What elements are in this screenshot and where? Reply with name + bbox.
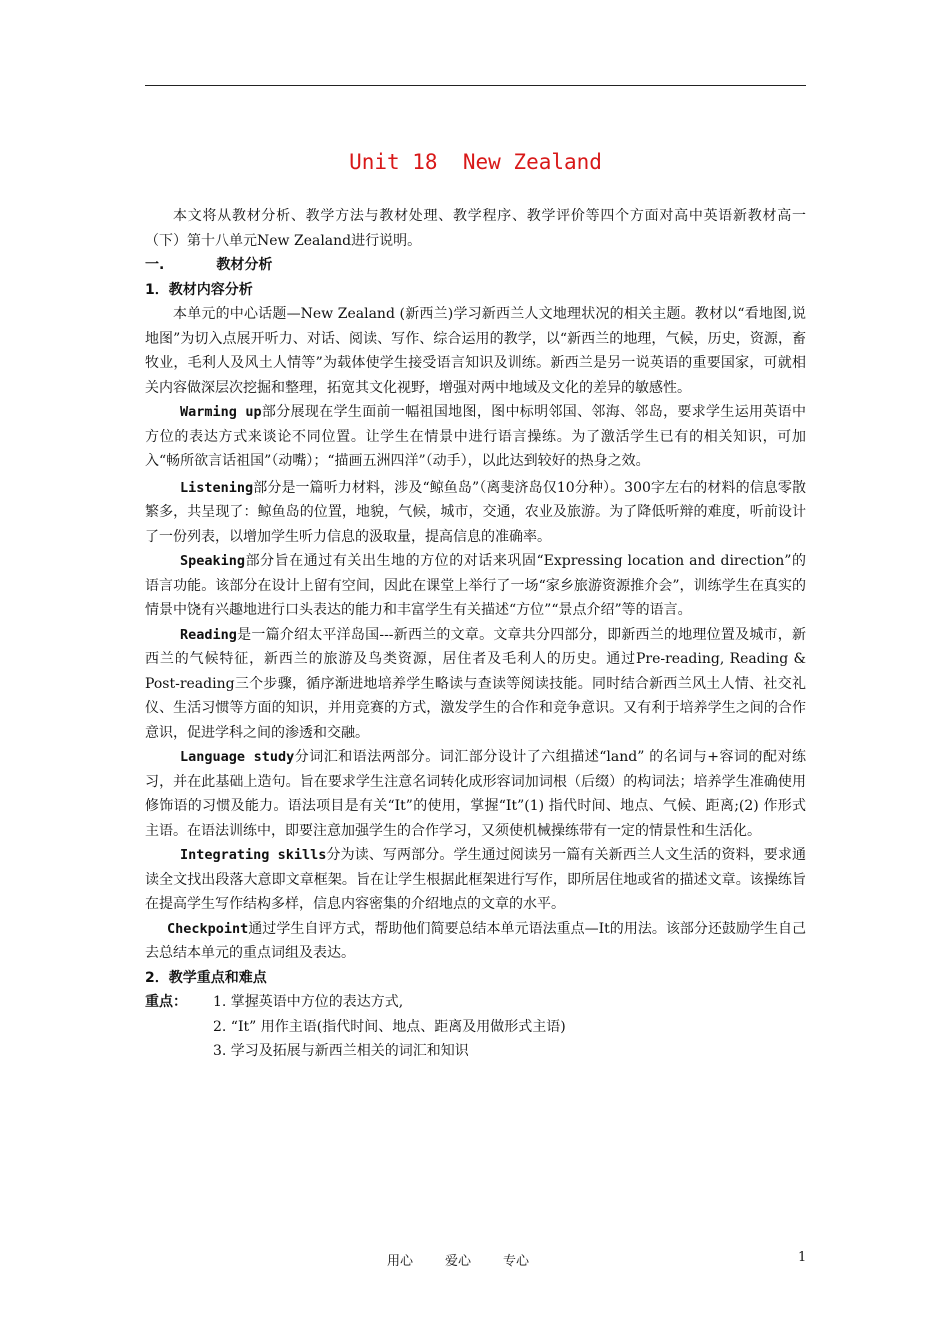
keypoint-label: 重点：: [145, 994, 187, 1010]
keypoint-row: [145, 990, 806, 1015]
keyword-listening: Listening: [180, 479, 254, 496]
footer-motto: 用心 爱心 专心: [387, 1254, 530, 1269]
listening-paragraph: Listening部分是一篇听力材料，涉及“鲸鱼岛”（离斐济岛仅10分种）。300字左右的材料的信息零散繁多，共呈现了：鲸鱼岛的位置，地貌，气候，城市，交通，农业及旅游。为了降低听辩的难度，听前设计了一份列表，以增加学生听力信息的汲取量，提高信息的准确率。: [145, 479, 806, 545]
reading-paragraph: Reading是一篇介绍太平洋岛国---新西兰的文章。文章共分四部分，即新西兰的地理位置及城市，新西兰的气候特征，新西兰的旅游及鸟类资源，居住者及毛利人的历史。通过Pre-reading, Reading & Post-reading三个步骤，循序渐进地培养学生略读与查读等阅读技能。同时结合新西兰风土人情、社交礼仪、生活习惯等方面的知识，并用竞赛的方式，激发学生的合作和竞争意识。又有利于培养学生之间的合作意识，促进学科之间的渗透和交融。: [145, 626, 806, 741]
warming-paragraph: Warming up部分展现在学生面前一幅祖国地图，图中标明邻国、邻海、邻岛，要求学生运用英语中方位的表达方式来谈论不同位置。让学生在情景中进行语言操练。为了激活学生已有的相关知识，可加入“畅所欲言话祖国”（动嘴）；“描画五洲四洋”（动手），以此达到较好的热身之效。: [145, 404, 806, 469]
checkpoint-paragraph: Checkpoint通过学生自评方式，帮助他们简要总结本单元语法重点—It的用法。该部分还鼓励学生自己去总结本单元的重点词组及表达。: [145, 920, 806, 961]
language-paragraph: Language study分词汇和语法两部分。词汇部分设计了六组描述“land” 的名词与+容词的配对练习，并在此基础上造句。旨在要求学生注意名词转化成形容词加词根（后缀）的构词法；培养学生准确使用修饰语的习惯及能力。语法项目是有关“It”的使用，掌握“It”(1) 指代时间、地点、气候、距离;(2) 作形式主语。在语法训练中，即要注意加强学生的合作学习，又须使机械操练带有一定的情景性和生活化。: [145, 749, 807, 839]
topic-paragraph: 本单元的中心话题—New Zealand (新西兰)学习新西兰人文地理状况的相关主题。教材以“看地图,说地图”为切入点展开听力、对话、阅读、写作、综合运用的教学，以“新西兰的地理，气候，历史，资源，畜牧业，毛利人及风土人情等”为载体使学生接受语言知识及训练。新西兰是另一说英语的重要国家，可就相关内容做深层次挖掘和整理，拓宽其文化视野，增强对两中地域及文化的差异的敏感性。: [145, 306, 806, 396]
keyword-integrating: Integrating skills: [180, 847, 327, 863]
keyword-reading: Reading: [180, 626, 237, 643]
keypoint-item: 2. “It” 用作主语(指代时间、地点、距离及用做形式主语): [213, 1018, 566, 1035]
speaking-paragraph: Speaking部分旨在通过有关出生地的方位的对话来巩固“Expressing location and direction”的语言功能。该部分在设计上留有空间，因此在课堂上举行了一场“家乡旅游资源推介会”，训练学生在真实的情景中饶有兴趣地进行口头表达的能力和丰富学生有关描述“方位”“景点介绍”等的语言。: [145, 553, 806, 618]
intro-paragraph: 本文将从教材分析、教学方法与教材处理、教学程序、教学评价等四个方面对高中英语新教材高一（下）第十八单元New Zealand进行说明。: [145, 208, 806, 249]
keyword-checkpoint: Checkpoint: [167, 920, 249, 937]
keyword-language: Language study: [180, 749, 295, 765]
document-body: [145, 204, 806, 1064]
keyword-warming: Warming up: [180, 404, 262, 420]
page-title: Unit 18 New Zealand: [349, 150, 602, 174]
integrating-paragraph: Integrating skills分为读、写两部分。学生通过阅读另一篇有关新西兰人文生活的资料，要求通读全文找出段落大意即文章框架。旨在让学生根据此框架进行写作，即所居住地或省的描述文章。该操练旨在提高学生写作结构多样，信息内容密集的介绍地点的文章的水平。: [145, 847, 806, 912]
section-title: 教材分析: [216, 257, 273, 273]
section-heading-1: [145, 253, 806, 278]
keypoint-item: 3. 学习及拓展与新西兰相关的词汇和知识: [213, 1043, 469, 1059]
keypoint-item: 1. 掌握英语中方位的表达方式,: [213, 994, 404, 1010]
subheading-key-points: 2．教学重点和难点: [145, 969, 267, 986]
page-number: 1: [798, 1250, 807, 1265]
subheading-content-analysis: 1．教材内容分析: [145, 281, 253, 298]
keyword-speaking: Speaking: [180, 553, 246, 569]
header-rule: [145, 85, 806, 86]
section-number: 一.: [145, 257, 165, 273]
